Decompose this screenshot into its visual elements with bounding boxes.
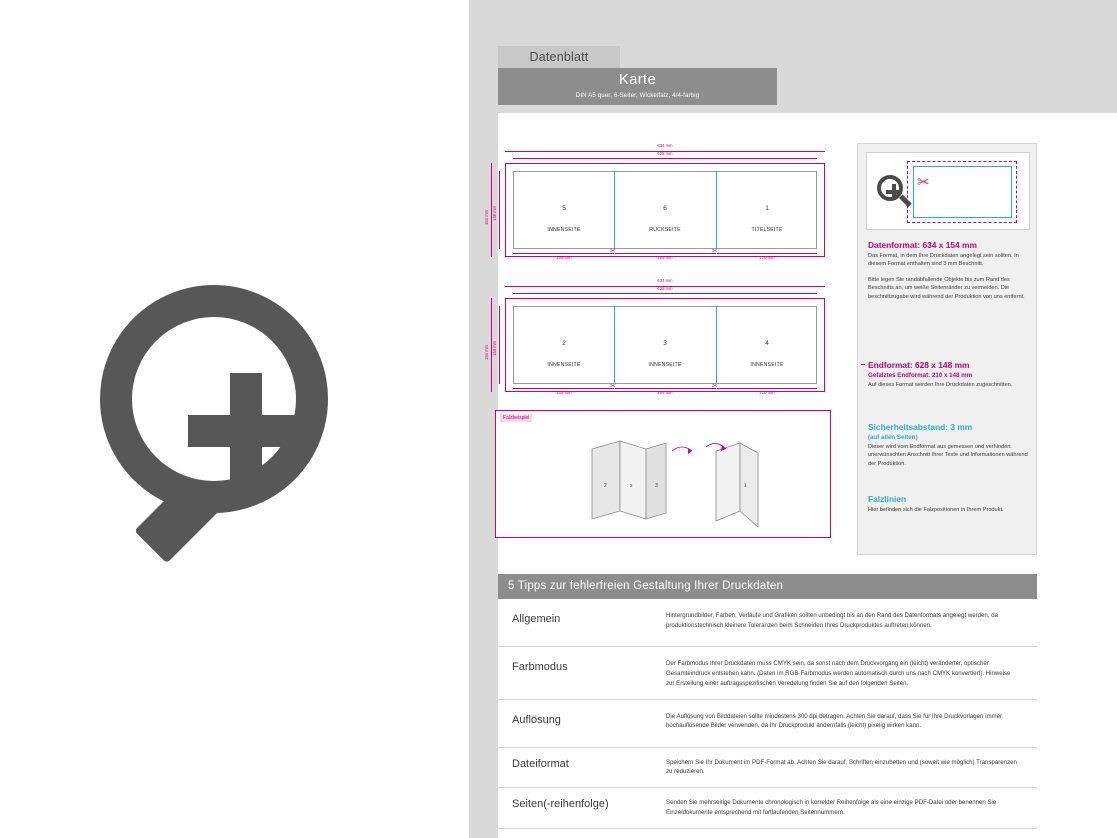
dim-label-outer-width: 634 mm — [657, 278, 673, 283]
magnifier-ring — [877, 175, 903, 201]
dim-label-inner-width: 628 mm — [657, 151, 673, 156]
format-preview — [866, 152, 1030, 230]
magnifier-plus-icon — [100, 285, 360, 545]
info-block-sicherheitsabstand — [868, 422, 1028, 468]
panel-number: 5 — [562, 205, 566, 212]
scissors-icon: ✂ — [712, 248, 718, 255]
svg-text:1: 1 — [744, 483, 747, 489]
fold-line-1 — [614, 171, 615, 249]
tick-mark — [861, 364, 865, 365]
dim-label-panel-1: 209 mm — [556, 255, 572, 260]
dim-line-panel-1 — [513, 388, 614, 389]
dim-line-panel-2 — [615, 253, 716, 254]
plus-horizontal-bar — [188, 415, 304, 447]
svg-text:3: 3 — [655, 483, 658, 489]
dim-label-inner-width: 628 mm — [657, 286, 673, 291]
table-row — [498, 700, 1037, 748]
info-text: Auf dieses Format werden Ihre Druckdaten zugeschnitten. — [868, 382, 1013, 388]
info-block-falzlinien — [868, 494, 1028, 514]
spread-top — [484, 143, 825, 260]
info-heading: Datenformat: 634 x 154 mm — [868, 240, 977, 250]
info-subheading: (auf allen Seiten) — [868, 434, 918, 441]
fold-example-label: Falzbeispiel — [500, 414, 532, 422]
dim-label-panel-3: 210 mm — [759, 255, 775, 260]
tips-description: Der Farbmodus Ihrer Druckdaten muss CMYK sein, da sonst nach dem Druckvorgang ein (leicht) veränderter, optischer Gesamteindruck entstehen kann. (Daten im RGB-Farbmodus werden automatisch durch uns nach CMYK konvertiert). Hinweise zur Erstellung einer auftragsspezifischen Veredelung finden Sie auf den folgenden Seiten. — [666, 660, 1011, 687]
datasheet-page — [469, 0, 1117, 838]
dim-label-inner-height: 148 mm — [492, 340, 497, 356]
dim-label-panel-2: 209 mm — [657, 390, 673, 395]
table-row — [498, 788, 1037, 829]
dim-label-panel-3: 210 mm — [759, 390, 775, 395]
technical-drawing-area — [469, 113, 1117, 563]
scissors-icon: ✂ — [610, 383, 616, 390]
dim-line-inner-height — [499, 171, 500, 249]
panel-label: INNENSEITE — [750, 362, 784, 368]
page-subtitle: DIN A5 quer, 6-Seiter, Wickelfalz, 4/4-farbig — [575, 92, 700, 99]
info-heading: Sicherheitsabstand: 3 mm — [868, 422, 973, 432]
info-heading: Falzlinien — [868, 494, 907, 504]
panel-label: INNENSEITE — [547, 227, 581, 233]
panel-label: TITELSEITE — [751, 227, 783, 233]
info-text: Hier befinden sich die Falzpositionen in Ihrem Produkt. — [868, 507, 1004, 513]
table-row — [498, 599, 1037, 647]
scissors-icon: ✂ — [712, 383, 718, 390]
page-title: Karte — [618, 71, 657, 88]
panel-number: 1 — [765, 205, 769, 212]
table-row — [498, 647, 1037, 700]
info-block-endformat — [868, 360, 1028, 389]
panel-label: INNENSEITE — [648, 362, 682, 368]
info-heading: Endformat: 628 x 148 mm — [868, 360, 970, 370]
tips-description: Speichern Sie Ihr Dokument im PDF-Format ab. Achten Sie darauf, Schriften einzubetten und (soweit wie möglich) Transparenzen zu reduzieren. — [666, 758, 1017, 776]
panel-number: 6 — [663, 205, 667, 212]
dim-line-panel-2 — [615, 388, 716, 389]
title-block — [498, 68, 777, 105]
panel-label: INNENSEITE — [547, 362, 581, 368]
fold-example-box — [495, 410, 831, 538]
info-text: Dieser wird vom Endformat aus gemessen und verhindert unerwünschten Anschnitt Ihrer Texte und Informationen während der Produktion. — [868, 444, 1028, 467]
panel-label: RÜCKSEITE — [649, 227, 681, 233]
tips-term: Dateiformat — [512, 757, 569, 770]
table-row — [498, 748, 1037, 789]
panel-number: 3 — [663, 340, 667, 347]
tips-term: Farbmodus — [512, 661, 568, 673]
magnifier-plus-icon — [877, 175, 911, 209]
svg-text:2: 2 — [604, 483, 607, 489]
tips-description: Senden Sie mehrseitige Dokumente chronologisch in korrekter Reihenfolge als eine einzige PDF-Datei oder benennen Sie Einzeldokumente entsprechend mit fortlaufenden Seitennummern. — [666, 799, 997, 817]
tips-table — [498, 574, 1037, 829]
tips-heading: 5 Tipps zur fehlerfreien Gestaltung Ihrer Druckdaten — [498, 574, 1037, 599]
tips-term: Seiten(-reihenfolge) — [512, 798, 609, 811]
info-subheading: Gefalztes Endformat: 210 x 148 mm — [868, 372, 973, 379]
plus-horizontal-bar — [886, 190, 902, 194]
tab-datenblatt[interactable]: Datenblatt — [498, 46, 620, 68]
scissors-icon: ✂ — [610, 248, 616, 255]
dim-line-inner-width — [513, 293, 817, 294]
tips-term: Auflösung — [512, 713, 561, 726]
spread-bottom — [484, 278, 825, 395]
info-text-secondary: Bitte legen Sie randabfallende Objekte bis zum Rand des Beschnitts an, um weiße Seitenränder zu vermeiden. Die beschnittzugabe wird während der Produktion von uns entfernt. — [868, 276, 1025, 300]
panel-number: 4 — [765, 340, 769, 347]
info-block-datenformat — [868, 240, 1028, 301]
dim-line-panel-3 — [717, 253, 817, 254]
fold-example-diagram — [496, 411, 832, 539]
info-text: Das Format, in dem Ihre Druckdaten angelegt sein sollten. In diesem Format enthalten sind 3 mm Beschnitt. — [868, 253, 1019, 268]
fold-line-2 — [716, 171, 717, 249]
dim-label-panel-2: 209 mm — [657, 255, 673, 260]
dim-label-outer-width: 634 mm — [657, 143, 673, 148]
scissors-icon: ✂ — [917, 174, 930, 191]
tips-description: Die Auflösung von Bilddateien sollte mindestens 300 dpi betragen. Achten Sie darauf, dass Sie für Ihre Druckvorlagen immer hochauflösende Bilder verwenden, da Ihr Druckprodukt andernfalls (leicht) pixelig wirken kann. — [666, 712, 1003, 730]
fold-line-2 — [716, 306, 717, 384]
dim-label-panel-1: 209 mm — [556, 390, 572, 395]
svg-text:x: x — [630, 483, 633, 489]
magnifier-ring — [100, 285, 328, 513]
fold-line-1 — [614, 306, 615, 384]
tips-term: Allgemein — [512, 613, 561, 625]
dim-line-inner-width — [513, 158, 817, 159]
dim-line-inner-height — [499, 306, 500, 384]
magnifier-handle — [899, 194, 912, 207]
dim-line-panel-1 — [513, 253, 614, 254]
dim-label-outer-height: 154 mm — [484, 209, 489, 225]
dim-line-panel-3 — [717, 388, 817, 389]
panel-number: 2 — [562, 340, 566, 347]
dim-label-outer-height: 154 mm — [484, 344, 489, 360]
tips-description: Hintergrundbilder, Farben, Verläufe und Grafiken sollten unbedingt bis an den Rand des Datenformats angelegt werden, da produktionstechnisch kleinere Toleranzen beim Schneiden Ihres Druckproduktes auftreten können. — [666, 612, 998, 629]
dim-label-inner-height: 148 mm — [492, 205, 497, 221]
info-legend-panel — [857, 143, 1037, 555]
